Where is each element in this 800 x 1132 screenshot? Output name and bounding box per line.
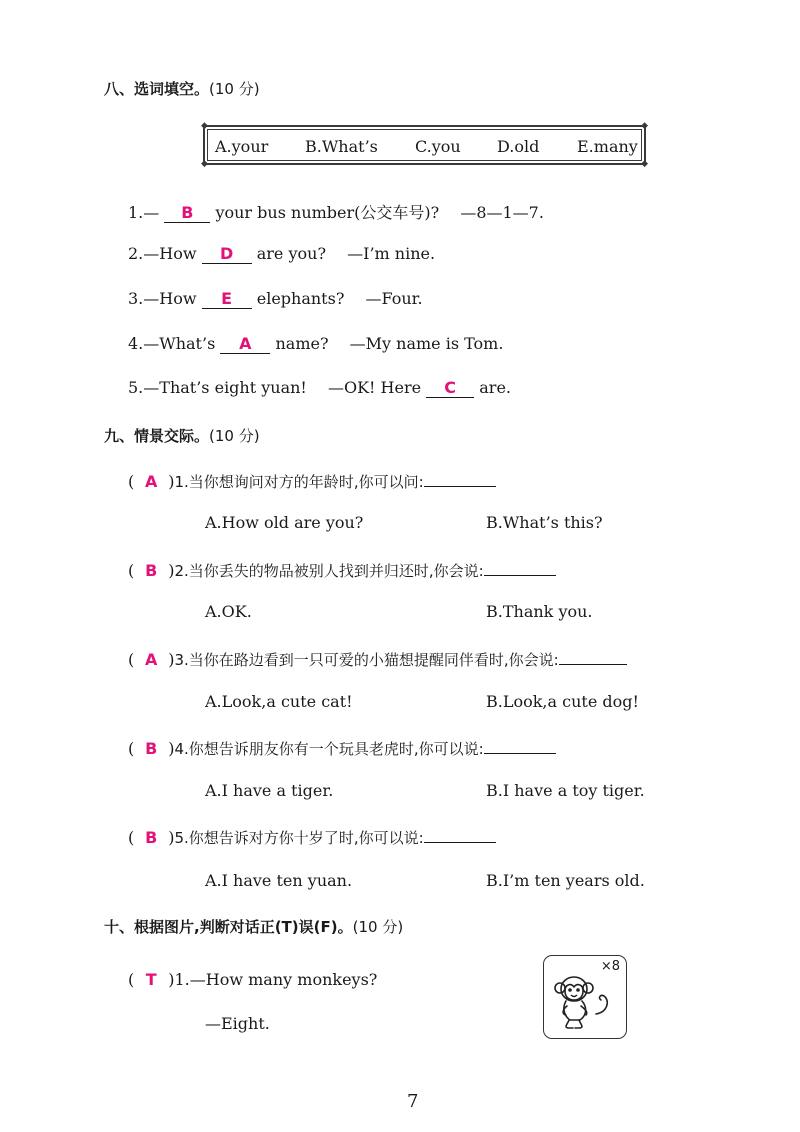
answer-blank[interactable]: B bbox=[164, 204, 210, 223]
choice-question: ( B )5.你想告诉对方你十岁了时,你可以说: bbox=[128, 826, 496, 848]
answer-line bbox=[484, 559, 556, 576]
choice-question: ( A )3.当你在路边看到一只可爱的小猫想提醒同伴看时,你会说: bbox=[128, 648, 627, 670]
answer-line bbox=[424, 826, 496, 843]
option-b[interactable]: B.Look,a cute dog! bbox=[486, 692, 639, 711]
answer-line bbox=[424, 470, 496, 487]
answer-blank[interactable]: E bbox=[202, 290, 252, 309]
answer-line bbox=[559, 648, 627, 665]
answer-blank[interactable]: C bbox=[426, 379, 474, 398]
option-a[interactable]: A.OK. bbox=[205, 602, 252, 621]
corner-ornament-icon: ◆ bbox=[641, 159, 648, 169]
fill-question: 3.—How E elephants? —Four. bbox=[128, 289, 423, 308]
section-10-heading bbox=[104, 916, 403, 937]
judge-reply: —Eight. bbox=[205, 1014, 270, 1033]
word-choice-box bbox=[201, 121, 648, 169]
option-b[interactable]: B.I’m ten years old. bbox=[486, 871, 645, 890]
fill-question: 5.—That’s eight yuan! —OK! Here C are. bbox=[128, 378, 512, 397]
section-10-title: 十、根据图片,判断对话正(T)误(F)。 bbox=[104, 918, 353, 936]
section-10-score: (10 分) bbox=[352, 918, 404, 936]
word-option: E.many bbox=[577, 137, 638, 156]
section-8-title: 八、选词填空。 bbox=[104, 80, 210, 98]
monkey-count-label: ×8 bbox=[600, 959, 620, 974]
answer-paren[interactable]: B bbox=[145, 739, 158, 758]
corner-ornament-icon: ◆ bbox=[201, 159, 208, 169]
option-a[interactable]: A.I have a tiger. bbox=[205, 781, 334, 800]
section-8-heading bbox=[104, 78, 260, 99]
word-option: B.What’s bbox=[305, 137, 378, 156]
page-number: 7 bbox=[407, 1091, 419, 1112]
choice-question: ( A )1.当你想询问对方的年龄时,你可以问: bbox=[128, 470, 496, 492]
section-9-heading bbox=[104, 425, 260, 446]
answer-blank[interactable]: A bbox=[220, 335, 270, 354]
judge-question: ( T )1.—How many monkeys? bbox=[128, 970, 378, 989]
monkey-icon bbox=[550, 970, 614, 1034]
answer-line bbox=[484, 737, 556, 754]
section-9-title: 九、情景交际。 bbox=[104, 427, 210, 445]
corner-ornament-icon: ◆ bbox=[641, 121, 648, 131]
fill-question: 2.—How D are you? —I’m nine. bbox=[128, 244, 436, 263]
answer-paren[interactable]: T bbox=[145, 970, 157, 989]
section-9-score: (10 分) bbox=[209, 427, 260, 445]
corner-ornament-icon: ◆ bbox=[201, 121, 208, 131]
answer-paren[interactable]: A bbox=[145, 472, 158, 491]
word-option: D.old bbox=[497, 137, 540, 156]
monkey-picture-card bbox=[543, 955, 627, 1039]
option-a[interactable]: A.Look,a cute cat! bbox=[205, 692, 353, 711]
choice-question: ( B )4.你想告诉朋友你有一个玩具老虎时,你可以说: bbox=[128, 737, 556, 759]
fill-question: 4.—What’s A name? —My name is Tom. bbox=[128, 334, 504, 353]
option-b[interactable]: B.What’s this? bbox=[486, 513, 603, 532]
word-option: A.your bbox=[215, 137, 269, 156]
answer-paren[interactable]: A bbox=[145, 650, 158, 669]
option-b[interactable]: B.I have a toy tiger. bbox=[486, 781, 645, 800]
answer-paren[interactable]: B bbox=[145, 561, 158, 580]
word-option: C.you bbox=[415, 137, 461, 156]
option-a[interactable]: A.I have ten yuan. bbox=[205, 871, 353, 890]
option-b[interactable]: B.Thank you. bbox=[486, 602, 593, 621]
fill-question: 1.— B your bus number(公交车号)? —8—1—7. bbox=[128, 203, 544, 222]
answer-paren[interactable]: B bbox=[145, 828, 158, 847]
option-a[interactable]: A.How old are you? bbox=[205, 513, 364, 532]
section-8-score: (10 分) bbox=[209, 80, 260, 98]
choice-question: ( B )2.当你丢失的物品被别人找到并归还时,你会说: bbox=[128, 559, 556, 581]
answer-blank[interactable]: D bbox=[202, 245, 252, 264]
